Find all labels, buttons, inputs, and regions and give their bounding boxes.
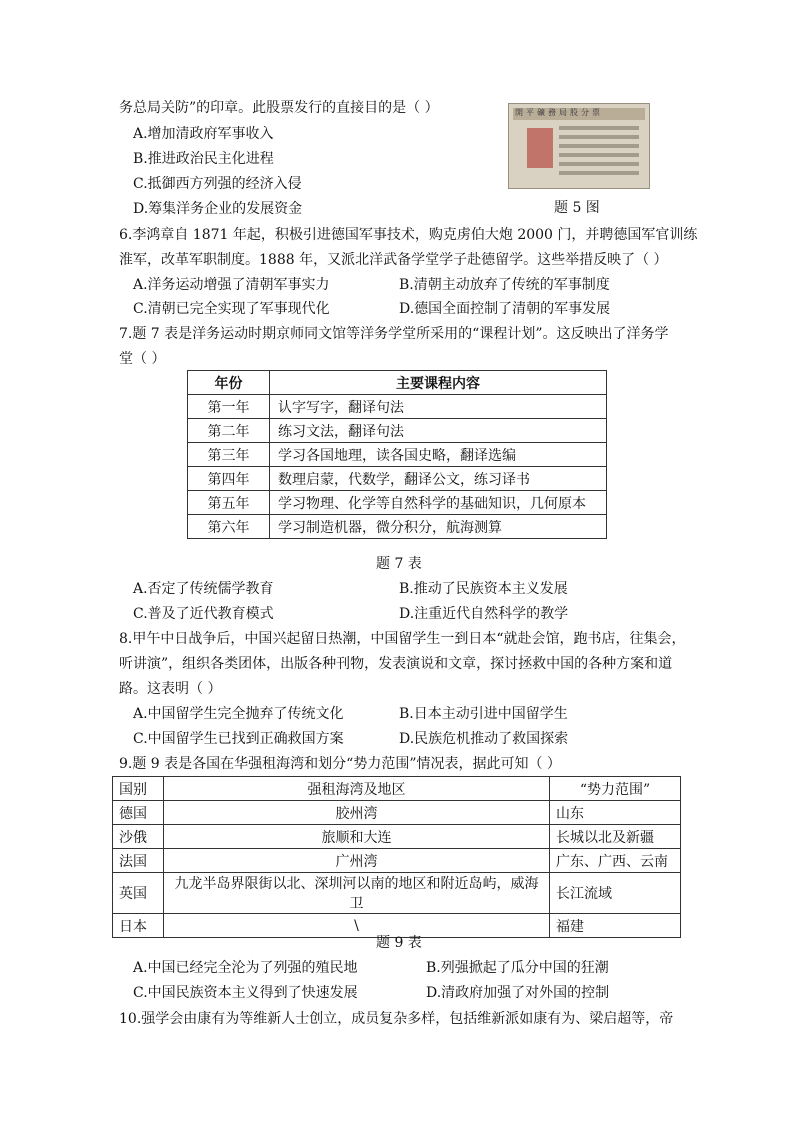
cell-leased-area: 九龙半岛界限街以北、深圳河以南的地区和附近岛屿，威海卫 (164, 873, 550, 914)
q7-stem-line-1: 7.题 7 表是洋务运动时期京师同文馆等洋务学堂所采用的“课程计划”。这反映出了洋务学 (119, 326, 669, 342)
table-row (113, 873, 681, 914)
q10-stem-line: 10.强学会由康有为等维新人士创立，成员复杂多样，包括维新派如康有为、梁启超等，帝 (119, 1011, 674, 1027)
q9-option-d: D.清政府加强了对外国的控制 (426, 985, 610, 1001)
q9-spheres-table (112, 776, 681, 938)
cell-course: 数理启蒙，代数学，翻译公文，练习译书 (270, 467, 607, 491)
header-leased-area: 强租海湾及地区 (164, 777, 550, 801)
cell-country: 德国 (113, 801, 164, 825)
header-year: 年份 (188, 371, 270, 395)
figure-caption: 题 5 图 (554, 200, 600, 216)
q8-stem-line-2: 听讲演”，组织各类团体，出版各种刊物，发表演说和文章，探讨拯救中国的各种方案和道 (119, 656, 673, 672)
table-row (113, 801, 681, 825)
q9-stem-line: 9.题 9 表是各国在华强租海湾和划分“势力范围”情况表，据此可知（ ） (119, 756, 561, 772)
q5-option-d: D.筹集洋务企业的发展资金 (133, 201, 303, 217)
cell-year: 第一年 (188, 395, 270, 419)
q7-option-a: A.否定了传统儒学教育 (133, 581, 274, 597)
cell-course: 认字写字，翻译句法 (270, 395, 607, 419)
q5-option-a: A.增加清政府军事收入 (133, 126, 274, 142)
q7-option-b: B.推动了民族资本主义发展 (399, 581, 568, 597)
table-header-row (113, 777, 681, 801)
cell-country: 日本 (113, 914, 164, 938)
q7-table-caption: 题 7 表 (376, 556, 422, 572)
q6-option-b: B.清朝主动放弃了传统的军事制度 (399, 277, 610, 293)
q6-option-d: D.德国全面控制了清朝的军事发展 (399, 301, 611, 317)
cell-course: 练习文法，翻译句法 (270, 419, 607, 443)
table-row (188, 419, 607, 443)
table-header-row (188, 371, 607, 395)
q6-stem-line-1: 6.李鸿章自 1871 年起，积极引进德国军事技术，购克虏伯大炮 2000 门，并聘德国军官训练 (119, 227, 698, 243)
q6-option-c: C.清朝已完全实现了军事现代化 (133, 301, 330, 317)
red-seal (527, 128, 553, 168)
cell-leased-area: 旅顺和大连 (164, 825, 550, 849)
q9-option-a: A.中国已经完全沦为了列强的殖民地 (133, 960, 358, 976)
q9-option-c: C.中国民族资本主义得到了快速发展 (133, 985, 358, 1001)
cell-year: 第二年 (188, 419, 270, 443)
q5-option-c: C.抵御西方列强的经济入侵 (133, 176, 302, 192)
cell-year: 第三年 (188, 443, 270, 467)
q7-course-table (187, 370, 607, 539)
cell-country: 英国 (113, 873, 164, 914)
q7-option-c: C.普及了近代教育模式 (133, 606, 274, 622)
table-row (113, 849, 681, 873)
cell-country: 法国 (113, 849, 164, 873)
cell-leased-area: \ (164, 914, 550, 938)
cell-course: 学习物理、化学等自然科学的基础知识，几何原本 (270, 491, 607, 515)
table-row (188, 515, 607, 539)
q8-option-a: A.中国留学生完全抛弃了传统文化 (133, 706, 344, 722)
cell-year: 第六年 (188, 515, 270, 539)
cell-sphere: 长江流域 (550, 873, 681, 914)
q6-stem-line-2: 淮军，改革军职制度。1888 年，又派北洋武备学堂学子赴德留学。这些举措反映了（ ） (119, 252, 668, 268)
cell-course: 学习制造机器，微分积分，航海测算 (270, 515, 607, 539)
cell-sphere: 广东、广西、云南 (550, 849, 681, 873)
table-row (113, 825, 681, 849)
share-certificate-photo (508, 103, 650, 189)
q8-option-d: D.民族危机推动了救国探索 (399, 731, 569, 747)
table-row (188, 491, 607, 515)
certificate-title: 開平礦務局股分票 (515, 108, 603, 117)
cell-sphere: 长城以北及新疆 (550, 825, 681, 849)
cell-sphere: 山东 (550, 801, 681, 825)
header-course: 主要课程内容 (270, 371, 607, 395)
cell-year: 第四年 (188, 467, 270, 491)
header-country: 国别 (113, 777, 164, 801)
cell-country: 沙俄 (113, 825, 164, 849)
q8-stem-line-3: 路。这表明（ ） (119, 681, 222, 697)
table-row (188, 443, 607, 467)
q8-option-c: C.中国留学生已找到正确救国方案 (133, 731, 344, 747)
cell-year: 第五年 (188, 491, 270, 515)
cell-sphere: 福建 (550, 914, 681, 938)
q7-stem-line-2: 堂（ ） (119, 351, 166, 367)
table-row (188, 467, 607, 491)
q8-option-b: B.日本主动引进中国留学生 (399, 706, 568, 722)
q8-stem-line-1: 8.甲午中日战争后，中国兴起留日热潮，中国留学生一到日本“就赴会馆，跑书店，往集会， (119, 631, 686, 647)
q9-option-b: B.列强掀起了瓜分中国的狂潮 (426, 960, 609, 976)
table-row (188, 395, 607, 419)
cell-course: 学习各国地理，读各国史略，翻译选编 (270, 443, 607, 467)
q5-stem-line: 务总局关防”的印章。此股票发行的直接目的是（ ） (119, 100, 439, 116)
header-sphere: “势力范围” (550, 777, 681, 801)
cell-leased-area: 胶州湾 (164, 801, 550, 825)
q5-option-b: B.推进政治民主化进程 (133, 151, 274, 167)
q6-option-a: A.洋务运动增强了清朝军事实力 (133, 277, 330, 293)
q9-table-caption: 题 9 表 (376, 935, 422, 951)
cell-leased-area: 广州湾 (164, 849, 550, 873)
q7-option-d: D.注重近代自然科学的教学 (399, 606, 569, 622)
